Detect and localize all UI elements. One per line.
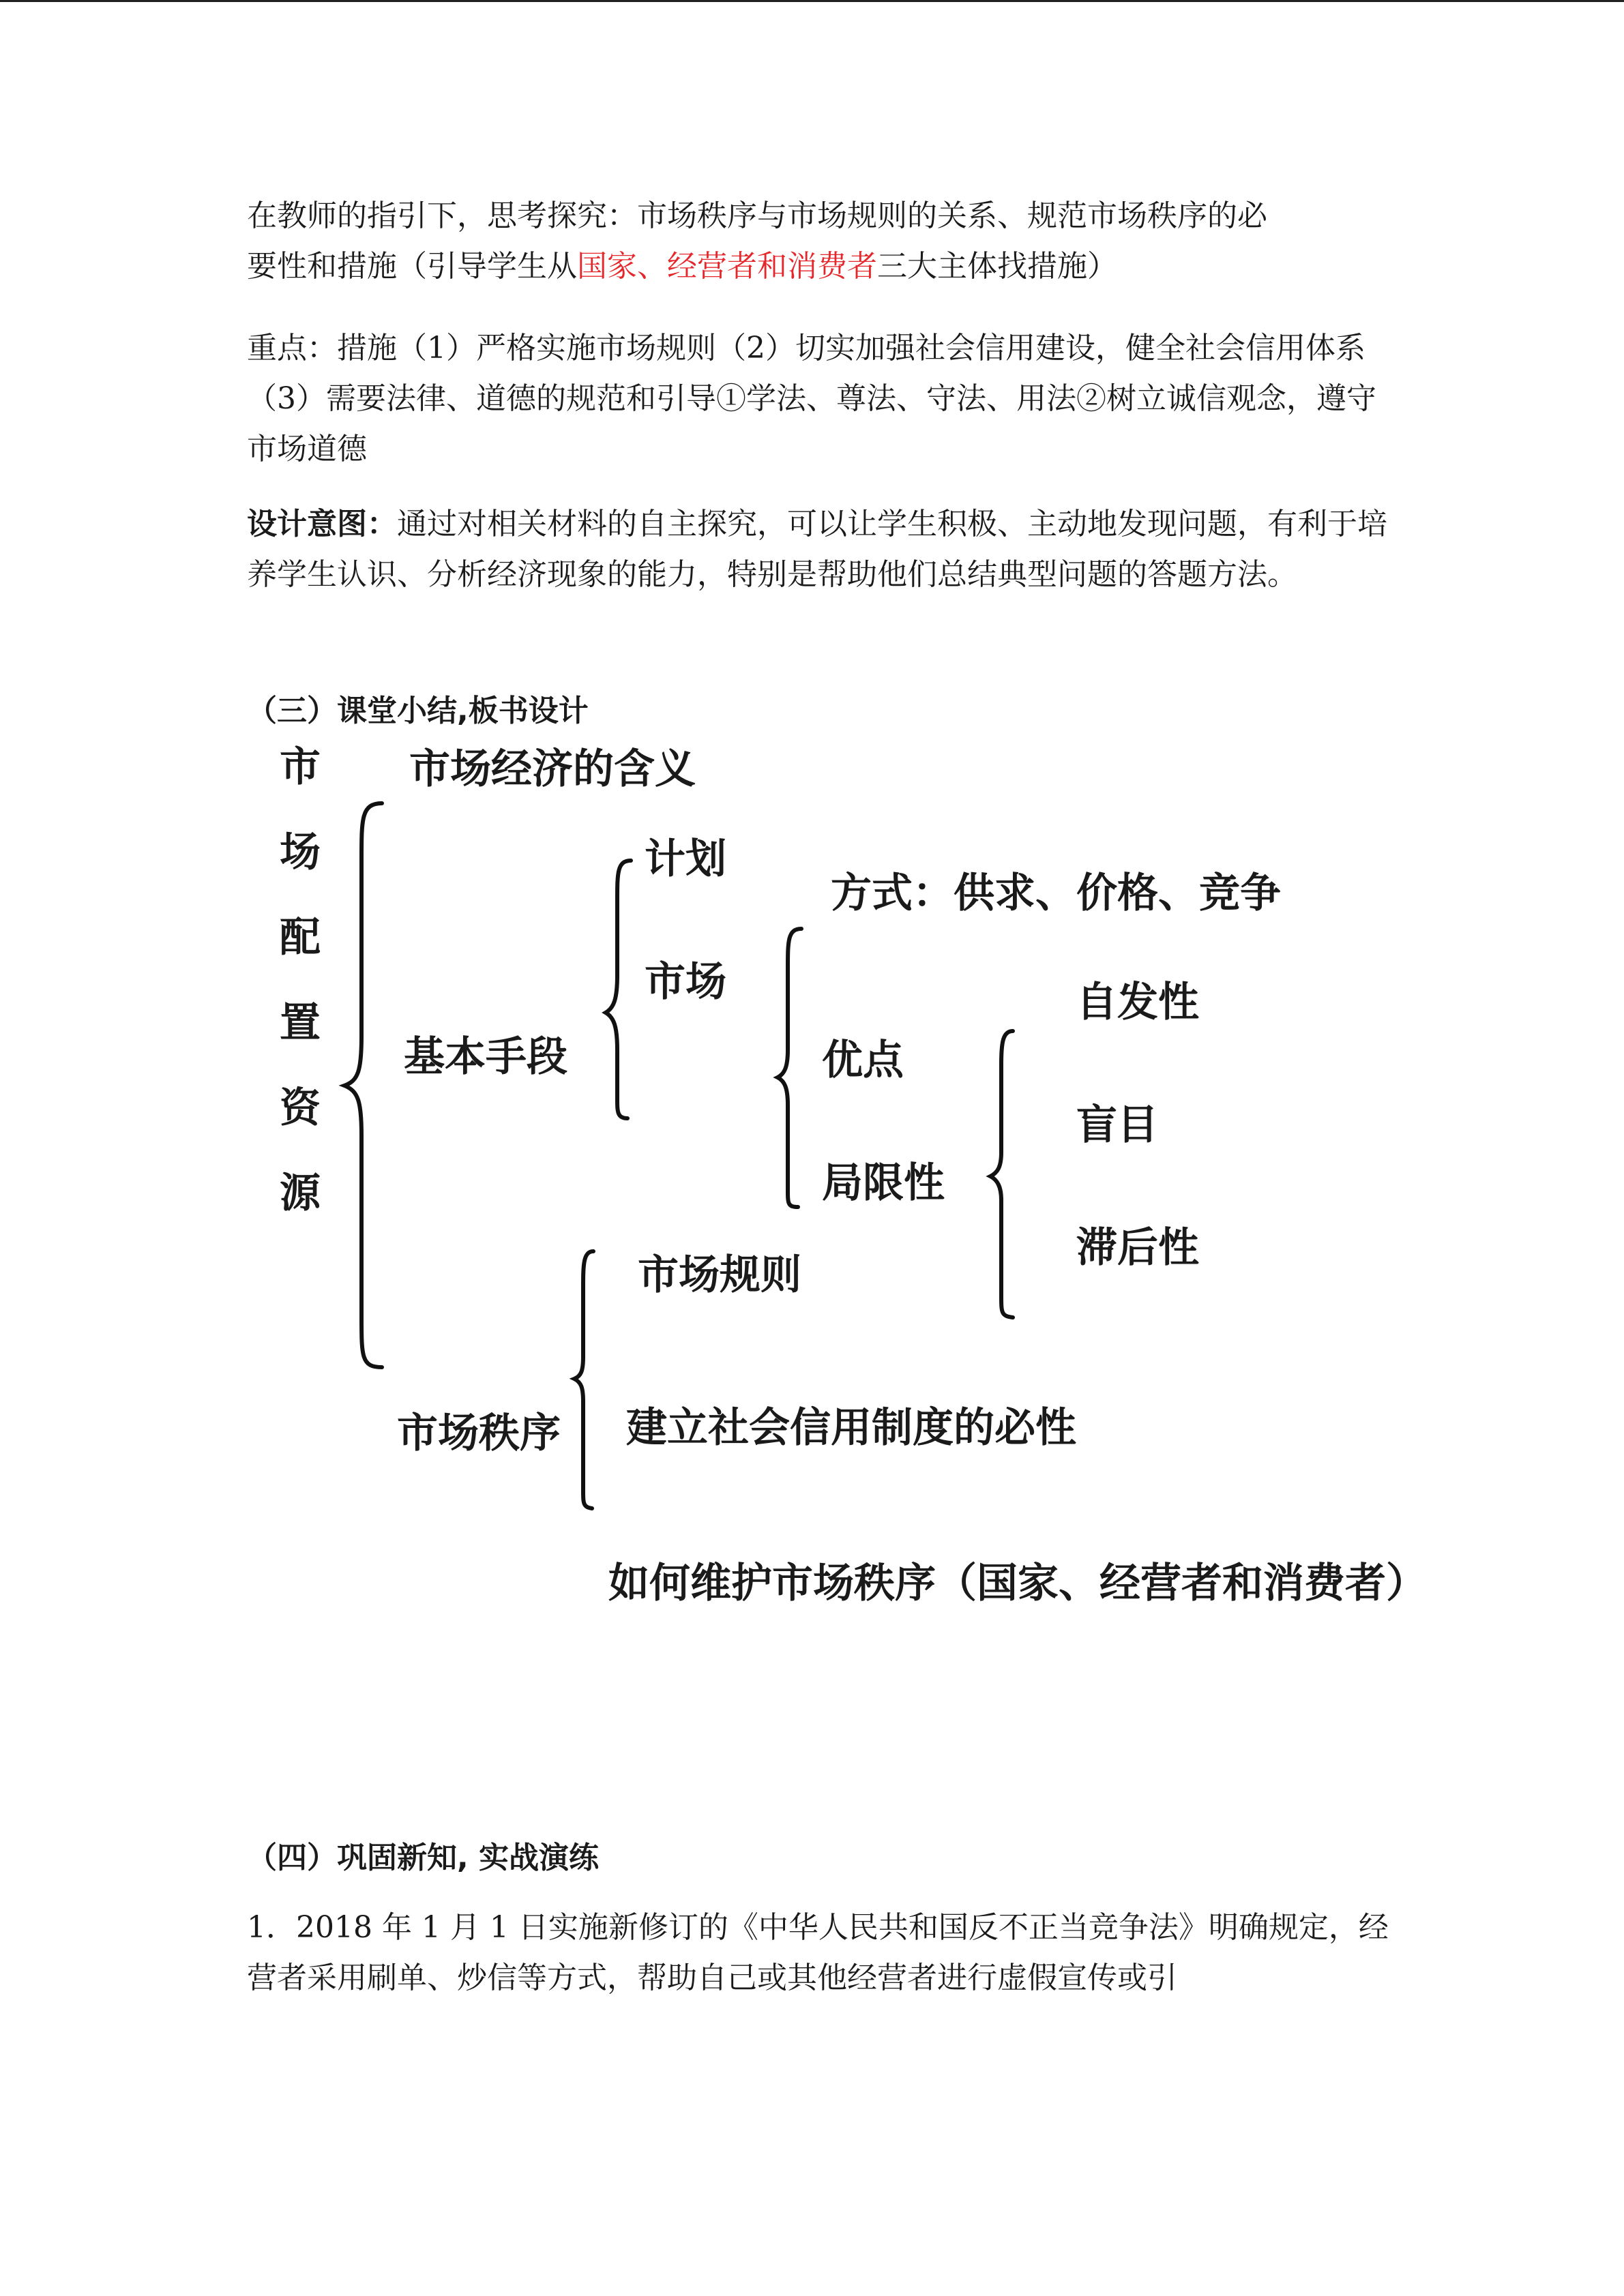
key-points-paragraph: 重点：措施（1）严格实施市场规则（2）切实加强社会信用建设，健全社会信用体系（3）需要法律、道德的规范和引导①学法、尊法、守法、用法②树立诚信观念，遵守市场道德 [247,331,1376,466]
section-heading-practice: （四）巩固新知, 实战演练 [247,1840,600,1875]
root-char: 市 [280,743,321,791]
node-market-order: 市场秩序 [397,1410,561,1457]
order-brace [574,1251,593,1508]
limitation-brace [990,1031,1013,1317]
node-market-rules: 市场规则 [638,1251,801,1299]
node-basic-means: 基本手段 [404,1033,567,1081]
inquiry-line2-pre: 要性和措施（引导学生从 [247,249,577,284]
means-brace [606,861,631,1118]
root-char: 场 [280,829,321,876]
inquiry-line1: 在教师的指引下，思考探究：市场秩序与市场规则的关系、规范市场秩序的必 [247,198,1267,233]
root-char: 源 [280,1169,321,1217]
root-char: 配 [280,914,321,961]
design-intent-text: 通过对相关材料的自主探究，可以让学生积极、主动地发现问题，有利于培养学生认识、分析经济现象的能力，特别是帮助他们总结典型问题的答题方法。 [247,507,1387,592]
node-market: 市场 [645,958,726,1006]
section-heading-summary: （三）课堂小结,板书设计 [247,694,589,728]
root-char: 置 [280,999,321,1047]
node-market-economy-meaning: 市场经济的含义 [409,745,696,793]
market-brace [778,929,801,1207]
question-1: 1．2018 年 1 月 1 日实施新修订的《中华人民共和国反不正当竞争法》明确规定，经营者采用刷单、炒信等方式，帮助自己或其他经营者进行虚假宣传或引 [247,1910,1389,1995]
design-intent-label: 设计意图： [247,507,397,541]
node-blind: 盲目 [1076,1101,1158,1149]
root-char: 资 [280,1084,321,1132]
node-market-method: 方式：供求、价格、竞争 [831,869,1281,917]
subjects-highlight: 国家、经营者和消费者 [577,249,877,284]
node-limitation: 局限性 [822,1159,945,1207]
inquiry-line2-post: 三大主体找措施） [877,249,1117,284]
node-plan: 计划 [645,835,726,883]
node-credit-system: 建立社会信用制度的必性 [626,1404,1076,1452]
root-brace [344,803,382,1367]
node-lagging: 滞后性 [1076,1224,1199,1272]
node-spontaneous: 自发性 [1076,979,1199,1026]
node-maintain-order: 如何维护市场秩序（国家、经营者和消费者） [608,1560,1427,1607]
node-advantage: 优点 [822,1037,904,1084]
